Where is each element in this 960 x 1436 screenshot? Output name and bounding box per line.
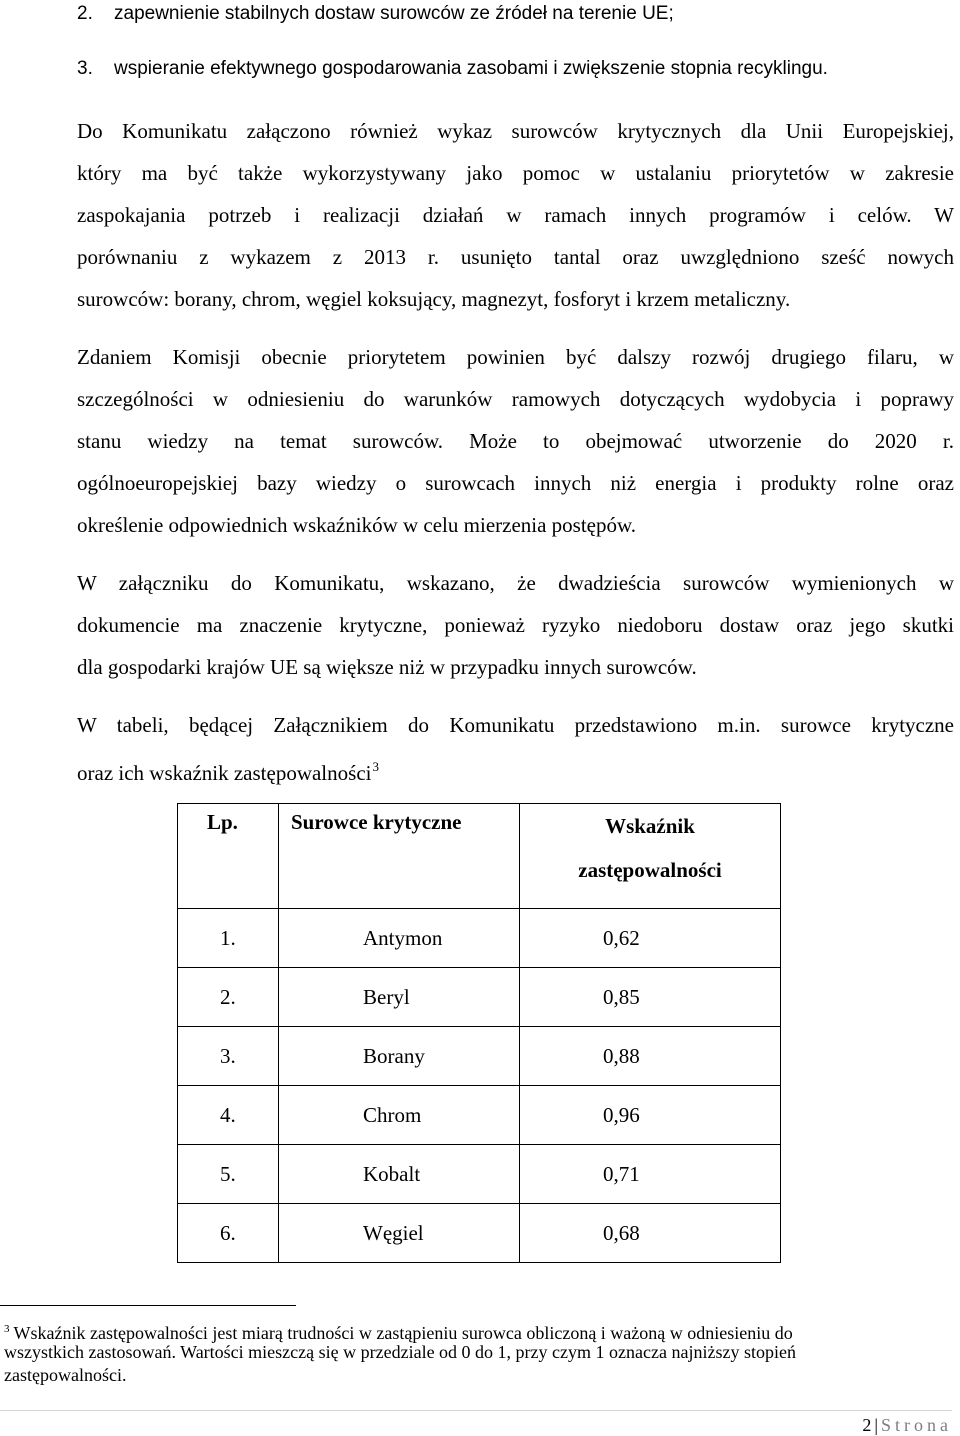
cell-material: Węgiel: [279, 1204, 520, 1263]
paragraph-line: szczególności w odniesieniu do warunków ramowych dotyczących wydobycia i poprawy: [77, 387, 954, 411]
list-item-text: zapewnienie stabilnych dostaw surowców ze źródeł na terenie UE;: [114, 3, 674, 24]
table-row: [178, 1086, 781, 1145]
cell-material: Beryl: [279, 968, 520, 1027]
paragraph-line: ogólnoeuropejskiej bazy wiedzy o surowcach innych niż energia i produkty rolne oraz: [77, 471, 954, 495]
footnote-line: zastępowalności.: [4, 1365, 127, 1385]
paragraph-line: W tabeli, będącej Załącznikiem do Komunikatu przedstawiono m.in. surowce krytyczne: [77, 713, 954, 737]
critical-materials-table: [177, 803, 781, 1263]
paragraph-line: [77, 753, 954, 787]
cell-index: 0,85: [520, 968, 781, 1027]
cell-lp: 1.: [178, 909, 279, 968]
paragraph-line: Do Komunikatu załączono również wykaz surowców krytycznych dla Unii Europejskiej,: [77, 119, 954, 143]
paragraph-line: W załączniku do Komunikatu, wskazano, że dwadzieścia surowców wymienionych w: [77, 571, 954, 595]
footnote-line: wszystkich zastosowań. Wartości mieszczą się w przedziale od 0 do 1, przy czym 1 oznacza najniższy stopień: [4, 1342, 796, 1362]
table-row: [178, 1027, 781, 1086]
header-substitutability-line2: zastępowalności: [578, 858, 722, 882]
paragraph-line: określenie odpowiednich wskaźników w celu mierzenia postępów.: [77, 513, 637, 537]
header-name: [279, 804, 520, 909]
cell-index: 0,71: [520, 1145, 781, 1204]
list-number: 3.: [77, 58, 93, 79]
paragraph-line: surowców: borany, chrom, węgiel koksujący, magnezyt, fosforyt i krzem metaliczny.: [77, 287, 791, 311]
table-row: [178, 1204, 781, 1263]
cell-lp: 5.: [178, 1145, 279, 1204]
cell-index: 0,62: [520, 909, 781, 968]
paragraph-line: który ma być także wykorzystywany jako pomoc w ustalaniu priorytetów w zakresie: [77, 161, 954, 185]
paragraph-line: zaspokajania potrzeb i realizacji działań w ramach innych programów i celów. W: [77, 203, 954, 227]
table-row: [178, 968, 781, 1027]
cell-material: Kobalt: [279, 1145, 520, 1204]
header-substitutability-line1: Wskaźnik: [605, 814, 695, 838]
cell-lp: 2.: [178, 968, 279, 1027]
cell-index: 0,68: [520, 1204, 781, 1263]
list-number: 2.: [77, 3, 93, 24]
paragraph-line: Zdaniem Komisji obecnie priorytetem powinien być dalszy rozwój drugiego filaru, w: [77, 345, 954, 369]
header-name-label: Surowce krytyczne: [291, 810, 462, 834]
page-label: Strona: [881, 1415, 952, 1435]
page-number-separator: |: [874, 1415, 878, 1435]
page-number: 2: [862, 1415, 872, 1435]
cell-material: Chrom: [279, 1086, 520, 1145]
footnote-reference[interactable]: 3: [372, 759, 379, 774]
header-substitutability: [520, 804, 781, 909]
cell-lp: 6.: [178, 1204, 279, 1263]
cell-lp: 4.: [178, 1086, 279, 1145]
footer-separator: [0, 1410, 952, 1411]
cell-index: 0,96: [520, 1086, 781, 1145]
page-number-footer: [862, 1414, 952, 1436]
table-header-row: [178, 804, 781, 909]
header-lp: [178, 804, 279, 909]
table-row: [178, 1145, 781, 1204]
paragraph-line-text: oraz ich wskaźnik zastępowalności: [77, 761, 372, 785]
paragraph-line: dla gospodarki krajów UE są większe niż w przypadku innych surowców.: [77, 655, 697, 679]
list-item-text: wspieranie efektywnego gospodarowania zasobami i zwiększenie stopnia recyklingu.: [114, 58, 828, 79]
cell-material: Borany: [279, 1027, 520, 1086]
cell-material: Antymon: [279, 909, 520, 968]
cell-index: 0,88: [520, 1027, 781, 1086]
paragraph-line: stanu wiedzy na temat surowców. Może to obejmować utworzenie do 2020 r.: [77, 429, 954, 453]
header-lp-label: Lp.: [207, 810, 238, 834]
table-row: [178, 909, 781, 968]
paragraph-line: porównaniu z wykazem z 2013 r. usunięto tantal oraz uwzględniono sześć nowych: [77, 245, 954, 269]
cell-lp: 3.: [178, 1027, 279, 1086]
paragraph-line: dokumencie ma znaczenie krytyczne, ponieważ ryzyko niedoboru dostaw oraz jego skutki: [77, 613, 954, 637]
footnote-text: Wskaźnik zastępowalności jest miarą trudności w zastąpieniu surowca obliczoną i ważoną w odniesieniu do: [13, 1323, 793, 1343]
footnote-separator: [0, 1305, 296, 1306]
footnote-number: 3: [4, 1323, 10, 1335]
